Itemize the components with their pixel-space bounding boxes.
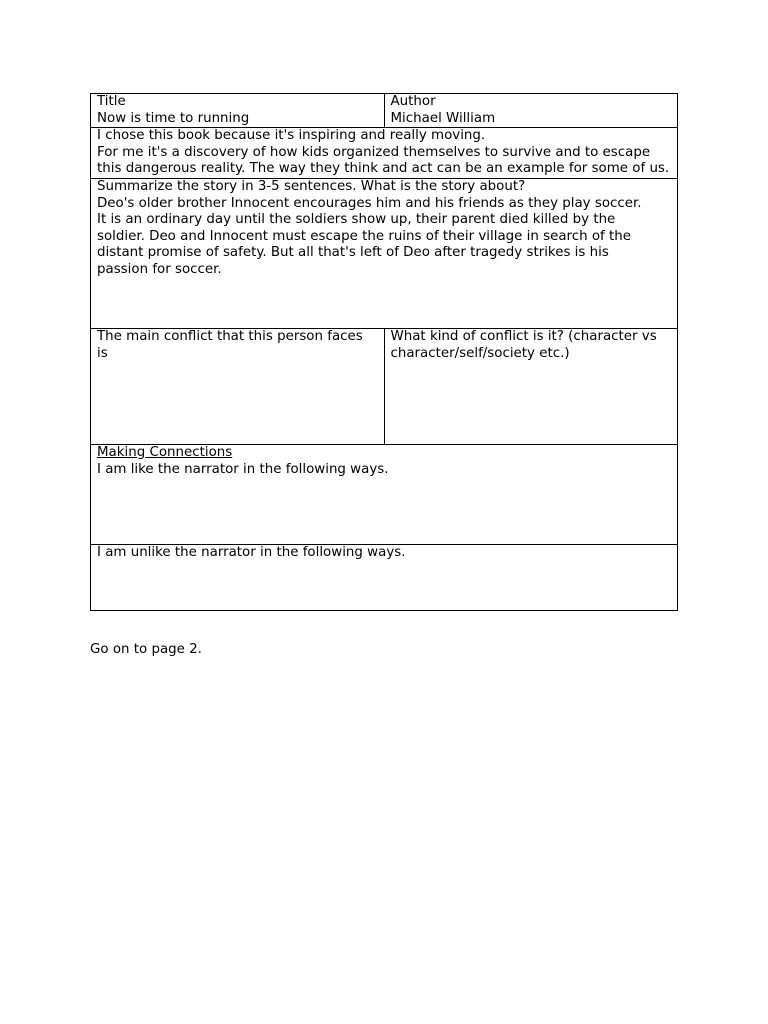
author-cell[interactable]: [384, 94, 678, 128]
author-value: Michael William: [390, 110, 496, 126]
book-report-table: [90, 93, 678, 611]
connections-heading: Making Connections: [97, 444, 233, 460]
main-conflict-prompt: The main conflict that this person faces is: [97, 328, 363, 361]
summary-line-1: Deo's older brother Innocent encourages him and his friends as they play soccer.: [97, 195, 642, 211]
connections-unlike-cell[interactable]: [91, 544, 678, 610]
connections-unlike-row: [91, 544, 678, 610]
summary-row: [91, 178, 678, 328]
unlike-narrator-prompt: I am unlike the narrator in the following ways.: [97, 544, 406, 560]
reason-cell[interactable]: [91, 128, 678, 179]
title-label: Title: [97, 94, 126, 109]
title-author-row: [91, 94, 678, 128]
title-value: Now is time to running: [97, 110, 250, 126]
summary-line-5: passion for soccer.: [97, 261, 222, 277]
reason-row: [91, 128, 678, 179]
next-page-note: Go on to page 2.: [90, 642, 202, 657]
title-cell[interactable]: [91, 94, 385, 128]
like-narrator-prompt: I am like the narrator in the following ways.: [97, 461, 389, 477]
conflict-kind-cell[interactable]: [384, 328, 678, 444]
reason-line-1: I chose this book because it's inspiring and really moving.: [97, 128, 486, 144]
summary-cell[interactable]: [91, 178, 678, 328]
summary-line-3: soldier. Deo and Innocent must escape the ruins of their village in search of the: [97, 228, 631, 244]
connections-like-cell[interactable]: [91, 444, 678, 544]
conflict-kind-prompt: What kind of conflict is it? (character vs character/self/society etc.): [390, 328, 657, 361]
reason-line-2: For me it's a discovery of how kids organized themselves to survive and to escape: [97, 144, 651, 160]
summary-prompt: Summarize the story in 3-5 sentences. What is the story about?: [97, 178, 526, 194]
summary-line-4: distant promise of safety. But all that's left of Deo after tragedy strikes is his: [97, 245, 609, 261]
reason-line-3: this dangerous reality. The way they think and act can be an example for some of us.: [97, 161, 670, 177]
conflict-row: [91, 328, 678, 444]
summary-line-2: It is an ordinary day until the soldiers show up, their parent died killed by the: [97, 212, 616, 228]
author-label: Author: [390, 94, 436, 109]
main-conflict-cell[interactable]: [91, 328, 385, 444]
connections-like-row: [91, 444, 678, 544]
